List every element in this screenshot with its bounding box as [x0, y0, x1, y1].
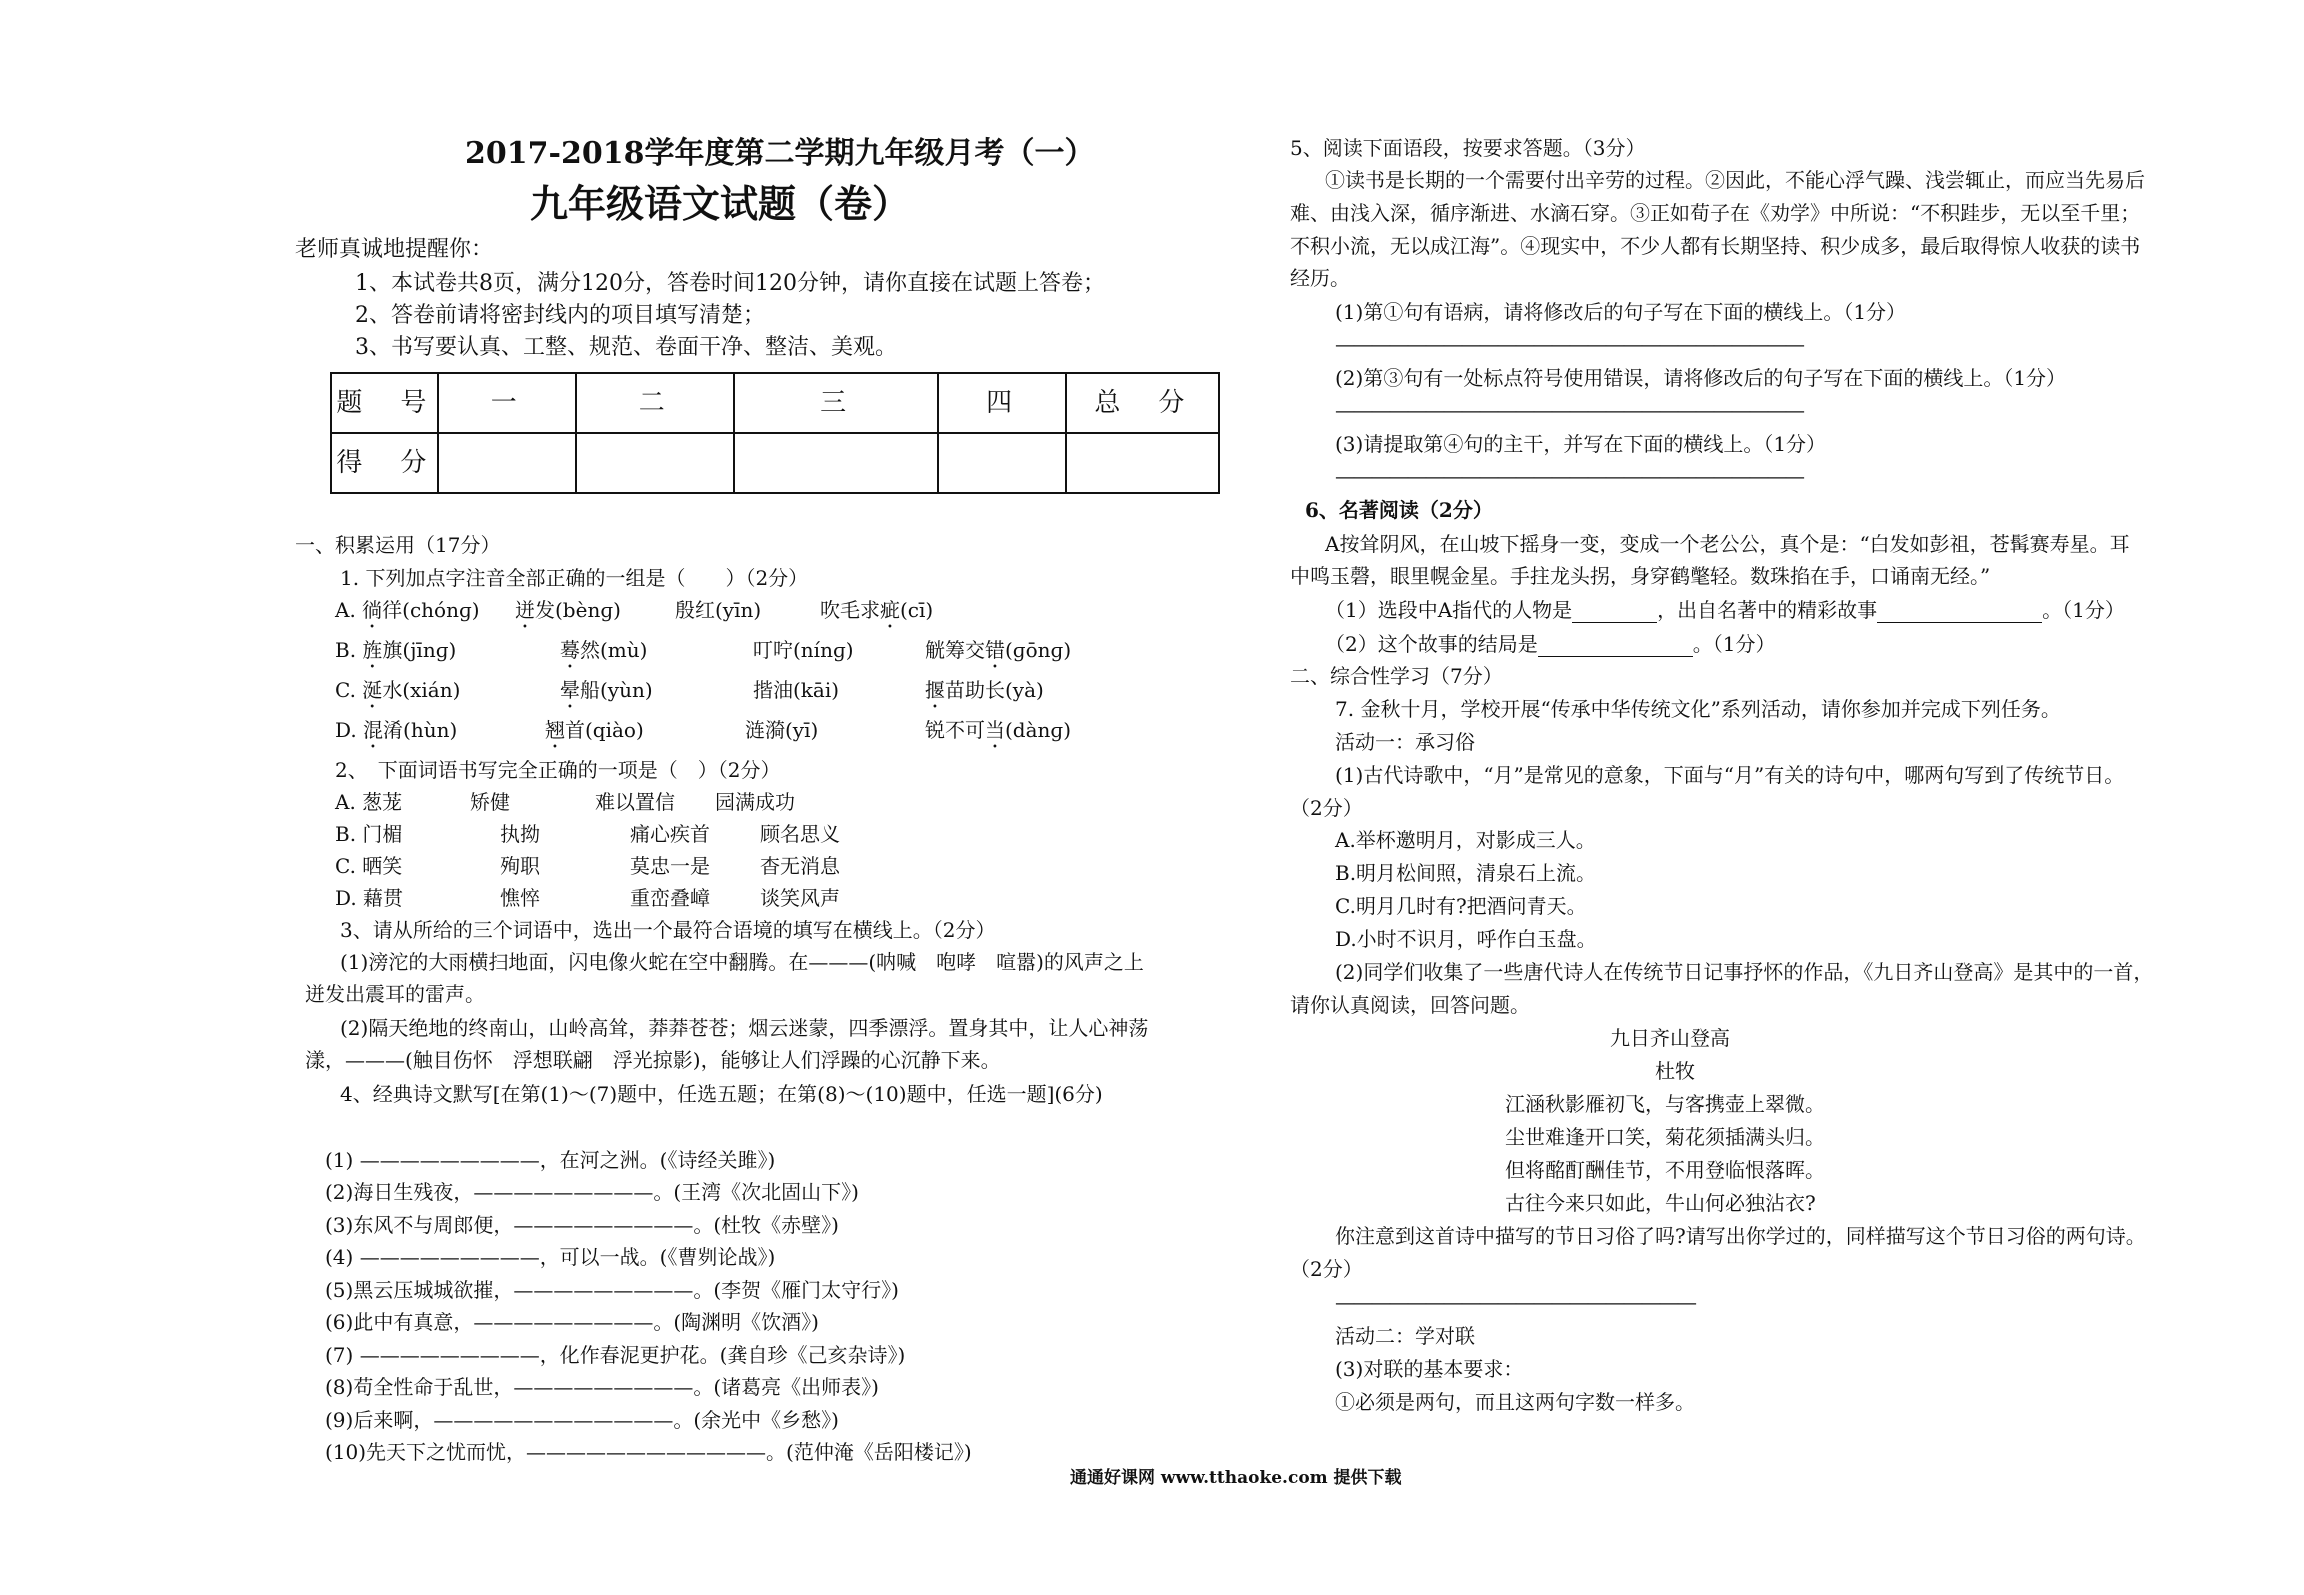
- paragraph: A按耸阴风，在山坡下摇身一变，变成一个老公公，真个是：“白发如彭祖，苍髯赛寿星。耳: [1325, 532, 2130, 556]
- sub-question-text: 。（1分）: [2042, 598, 2125, 622]
- recitation-line: (9)后来啊，————————————。(余光中《乡愁》): [325, 1408, 839, 1432]
- reminder-item: 2、答卷前请将密封线内的项目填写清楚；: [355, 303, 765, 328]
- score-note: （2分）: [1290, 796, 1363, 820]
- score-cell-empty[interactable]: [938, 433, 1065, 493]
- sub-question: (3)对联的基本要求：: [1335, 1357, 1524, 1381]
- recitation-line: (2)海日生残夜，—————————。(王湾《次北固山下》): [325, 1180, 859, 1204]
- dotted-char: 揠: [925, 678, 945, 702]
- option-word: 旗(jīnɡ): [382, 638, 457, 662]
- q1-option-word: [925, 638, 1071, 673]
- dotted-char: 当: [985, 718, 1005, 742]
- question-stem: 1. 下列加点字注音全部正确的一组是（ ）（2分）: [340, 566, 809, 590]
- poem-option: A.举杯邀明月，对影成三人。: [1335, 828, 1596, 852]
- recitation-line: (6)此中有真意，—————————。(陶渊明《饮酒》): [325, 1310, 819, 1334]
- q1-option-word: [560, 678, 653, 713]
- option-word: 殷红(yīn): [675, 598, 762, 622]
- sub-question-text: （1）选段中A指代的人物是: [1325, 598, 1573, 622]
- sub-question-text: （2）这个故事的结局是: [1325, 632, 1538, 656]
- option-letter: A.: [335, 598, 363, 622]
- answer-blank[interactable]: [1572, 602, 1657, 623]
- option-word: 苗助长: [945, 678, 1005, 702]
- score-table-header-row: [331, 373, 1219, 433]
- q1-option-row: [335, 598, 480, 633]
- dotted-char: 徜: [362, 598, 383, 622]
- question-stem: 4、经典诗文默写[在第(1)～(7)题中，任选五题；在第(8)～(10)题中，任选一题](6分): [340, 1082, 1103, 1106]
- dotted-char: 迸: [515, 598, 535, 622]
- option-word: 觥筹交: [925, 638, 985, 662]
- poem-line: 尘世难逢开口笑，菊花须插满头归。: [1505, 1125, 1825, 1149]
- exam-subtitle: 九年级语文试题（卷）: [530, 181, 911, 226]
- recitation-line: (3)东风不与周郎便，—————————。(杜牧《赤壁》): [325, 1213, 839, 1237]
- q2-option: 执拗: [500, 822, 540, 846]
- answer-blank[interactable]: [1538, 636, 1693, 657]
- question-stem: 2、 下面词语书写完全正确的一项是（ ）（2分）: [335, 758, 781, 782]
- poem-option: D.小时不识月，呼作白玉盘。: [1335, 927, 1597, 951]
- reminder-item: 1、本试卷共8页，满分120分，答卷时间120分钟，请你直接在试题上答卷；: [355, 271, 1105, 296]
- q1-option-word: [820, 598, 933, 633]
- option-word: 船(yùn): [580, 678, 653, 702]
- q2-option: C. 晒笑: [335, 854, 403, 878]
- sub-question-text: ，出自名著中的精彩故事: [1657, 598, 1878, 622]
- q1-option-row: [335, 678, 460, 713]
- reminder-heading: 老师真诚地提醒你：: [295, 237, 494, 262]
- poem-line: 但将酩酊酬佳节，不用登临恨落晖。: [1505, 1158, 1825, 1182]
- poem-option: C.明月几时有?把酒问青天。: [1335, 894, 1587, 918]
- option-letter: D.: [335, 718, 364, 742]
- answer-line[interactable]: ——————————————————————————: [1335, 332, 1803, 356]
- sub-question: 你注意到这首诗中描写的节日习俗了吗?请写出你学过的，同样描写这个节日习俗的两句诗。: [1335, 1224, 2146, 1248]
- dotted-char: 晕: [560, 678, 580, 702]
- option-letter: B.: [335, 638, 363, 662]
- score-cell-empty[interactable]: [438, 433, 576, 493]
- score-table-cell: 三: [734, 373, 939, 433]
- score-cell-empty[interactable]: [576, 433, 734, 493]
- poem-line: 江涵秋影雁初飞，与客携壶上翠微。: [1505, 1092, 1825, 1116]
- q2-option: 憔悴: [500, 886, 540, 910]
- q2-option: 重峦叠嶂: [630, 886, 710, 910]
- q1-option-row: [335, 718, 457, 753]
- recitation-line: (8)苟全性命于乱世，—————————。(诸葛亮《出师表》): [325, 1375, 879, 1399]
- option-word: 首(qiào): [565, 718, 644, 742]
- q1-option-row: [335, 638, 456, 673]
- q1-option-word: [560, 638, 647, 673]
- q2-option: 谈笑风声: [760, 886, 840, 910]
- q2-option: B. 门楣: [335, 822, 403, 846]
- sub-question: [1325, 598, 2125, 623]
- section-heading: 一、积累运用（17分）: [295, 533, 501, 557]
- q1-option-word: [515, 598, 621, 633]
- q2-option: 杳无消息: [760, 854, 840, 878]
- sub-question: (3)请提取第④句的主干，并写在下面的横线上。（1分）: [1335, 432, 1827, 456]
- score-table-cell: 四: [938, 373, 1065, 433]
- exam-title: 2017-2018学年度第二学期九年级月考（一）: [465, 136, 1095, 171]
- score-table-cell: 二: [576, 373, 734, 433]
- q2-option: D. 藉贯: [335, 886, 404, 910]
- recitation-line: (4) —————————，可以一战。(《曹刿论战》): [325, 1245, 776, 1269]
- score-cell-empty[interactable]: [1066, 433, 1219, 493]
- activity-heading: 活动一：承习俗: [1335, 730, 1475, 754]
- q2-option: 痛心疾首: [630, 822, 710, 846]
- paragraph: 迸发出震耳的雷声。: [305, 982, 485, 1006]
- paragraph: 经历。: [1290, 266, 1350, 290]
- score-table-cell: 题 号: [331, 373, 438, 433]
- paragraph: ①读书是长期的一个需要付出辛劳的过程。②因此，不能心浮气躁、浅尝辄止，而应当先易后: [1325, 168, 2145, 192]
- option-word: 叮咛(nínɡ): [753, 638, 854, 662]
- option-letter: C.: [335, 678, 363, 702]
- answer-blank[interactable]: [1877, 602, 2042, 623]
- q1-option-word: [545, 718, 644, 753]
- poem-title: 九日齐山登高: [1610, 1026, 1730, 1050]
- q1-option-word: [925, 718, 1071, 753]
- option-word: 徉(chónɡ): [382, 598, 480, 622]
- option-word: 吹毛求: [820, 598, 880, 622]
- question-stem: 5、阅读下面语段，按要求答题。（3分）: [1290, 136, 1646, 160]
- paragraph: 漾，———(触目伤怀 浮想联翩 浮光掠影)，能够让人们浮躁的心沉静下来。: [305, 1048, 1001, 1072]
- recitation-line: (10)先天下之忧而忧，————————————。(范仲淹《岳阳楼记》): [325, 1440, 972, 1464]
- sub-question: (2)第③句有一处标点符号使用错误，请将修改后的句子写在下面的横线上。（1分）: [1335, 366, 2067, 390]
- q2-option: A. 葱茏: [335, 790, 403, 814]
- q2-option: 殉职: [500, 854, 540, 878]
- option-word: 锐不可: [925, 718, 985, 742]
- dotted-char: 涎: [362, 678, 383, 702]
- score-table-score-row: [331, 433, 1219, 493]
- q2-option: 莫忠一是: [630, 854, 710, 878]
- question-stem: 3、请从所给的三个词语中，选出一个最符合语境的填写在横线上。（2分）: [340, 918, 996, 942]
- recitation-line: (1) —————————，在河之洲。(《诗经关雎》): [325, 1148, 776, 1172]
- paragraph: 难、由浅入深，循序渐进、水滴石穿。③正如荀子在《劝学》中所说：“不积跬步，无以至千里；: [1290, 201, 2141, 225]
- option-word: 发(bènɡ): [535, 598, 621, 622]
- recitation-line: (5)黑云压城城欲摧，—————————。(李贺《雁门太守行》): [325, 1278, 899, 1302]
- reminder-item: 3、书写要认真、工整、规范、卷面干净、整洁、美观。: [355, 335, 897, 360]
- option-word: (yà): [1005, 678, 1044, 702]
- q1-option-word: [745, 718, 818, 743]
- sub-question: [1325, 632, 1775, 657]
- requirement: ①必须是两句，而且这两句字数一样多。: [1335, 1390, 1695, 1414]
- paragraph: (2)隔天绝地的终南山，山岭高耸，莽莽苍苍；烟云迷蒙，四季漂浮。置身其中，让人心神荡: [340, 1016, 1149, 1040]
- question-stem: 6、名著阅读（2分）: [1305, 498, 1493, 522]
- q2-option: 难以置信: [595, 790, 675, 814]
- paragraph: (1)滂沱的大雨横扫地面，闪电像火蛇在空中翻腾。在———(呐喊 咆哮 喧嚣)的风声之上: [340, 950, 1144, 974]
- sub-question: 请你认真阅读，回答问题。: [1290, 993, 1530, 1017]
- dotted-char: 蓦: [560, 638, 580, 662]
- score-table-cell: 得 分: [331, 433, 438, 493]
- dotted-char: 混: [363, 718, 384, 742]
- answer-line[interactable]: ————————————————————: [1335, 1290, 1695, 1314]
- sub-question: (2)同学们收集了一些唐代诗人在传统节日记事抒怀的作品，《九日齐山登高》是其中的一首，: [1335, 960, 2154, 984]
- question-stem: 7. 金秋十月，学校开展“传承中华传统文化”系列活动，请你参加并完成下列任务。: [1335, 697, 2061, 721]
- sub-question: (1)古代诗歌中，“月”是常见的意象，下面与“月”有关的诗句中，哪两句写到了传统节日。: [1335, 763, 2125, 787]
- option-word: (ɡōnɡ): [1005, 638, 1072, 662]
- q1-option-word: [753, 638, 854, 663]
- dotted-char: 疵: [880, 598, 900, 622]
- paragraph: 不积小流，无以成江海”。④现实中，不少人都有长期坚持、积少成多，最后取得惊人收获的读书: [1290, 234, 2141, 258]
- sub-question: (1)第①句有语病，请将修改后的句子写在下面的横线上。（1分）: [1335, 300, 1907, 324]
- poem-line: 古往今来只如此，牛山何必独沾衣?: [1505, 1191, 1816, 1215]
- option-word: (cī): [900, 598, 934, 622]
- paragraph: 中鸣玉磬，眼里幌金星。手拄龙头拐，身穿鹤氅轻。数珠掐在手，口诵南无经。”: [1290, 564, 1991, 588]
- q2-option: 矫健: [470, 790, 510, 814]
- answer-line[interactable]: ——————————————————————————: [1335, 398, 1803, 422]
- recitation-line: (7) —————————，化作春泥更护花。(龚自珍《己亥杂诗》): [325, 1343, 906, 1367]
- option-word: 涟漪(yī): [745, 718, 819, 742]
- sub-question-text: 。（1分）: [1692, 632, 1776, 656]
- section-heading: 二、综合性学习（7分）: [1290, 664, 1503, 688]
- poem-option: B.明月松间照，清泉石上流。: [1335, 861, 1597, 885]
- option-word: 然(mù): [580, 638, 648, 662]
- score-note: （2分）: [1290, 1257, 1363, 1281]
- option-word: (dànɡ): [1005, 718, 1072, 742]
- answer-line[interactable]: ——————————————————————————: [1335, 464, 1803, 488]
- score-table: [330, 372, 1220, 494]
- activity-heading: 活动二：学对联: [1335, 1324, 1475, 1348]
- score-table-cell: 一: [438, 373, 576, 433]
- score-cell-empty[interactable]: [734, 433, 939, 493]
- q1-option-word: [675, 598, 761, 623]
- q2-option: 顾名思义: [760, 822, 840, 846]
- option-word: 淆(hùn): [383, 718, 458, 742]
- dotted-char: 翘: [545, 718, 565, 742]
- option-word: 揩油(kāi): [753, 678, 840, 702]
- q1-option-word: [925, 678, 1044, 713]
- q2-option: 园满成功: [715, 790, 795, 814]
- poem-author: 杜牧: [1655, 1059, 1695, 1083]
- dotted-char: 错: [985, 638, 1005, 662]
- option-word: 水(xián): [382, 678, 461, 702]
- q1-option-word: [753, 678, 839, 703]
- footer-credit: 通通好课网 www.tthaoke.com 提供下载: [1070, 1468, 1402, 1488]
- score-table-cell: 总 分: [1066, 373, 1219, 433]
- dotted-char: 旌: [362, 638, 383, 662]
